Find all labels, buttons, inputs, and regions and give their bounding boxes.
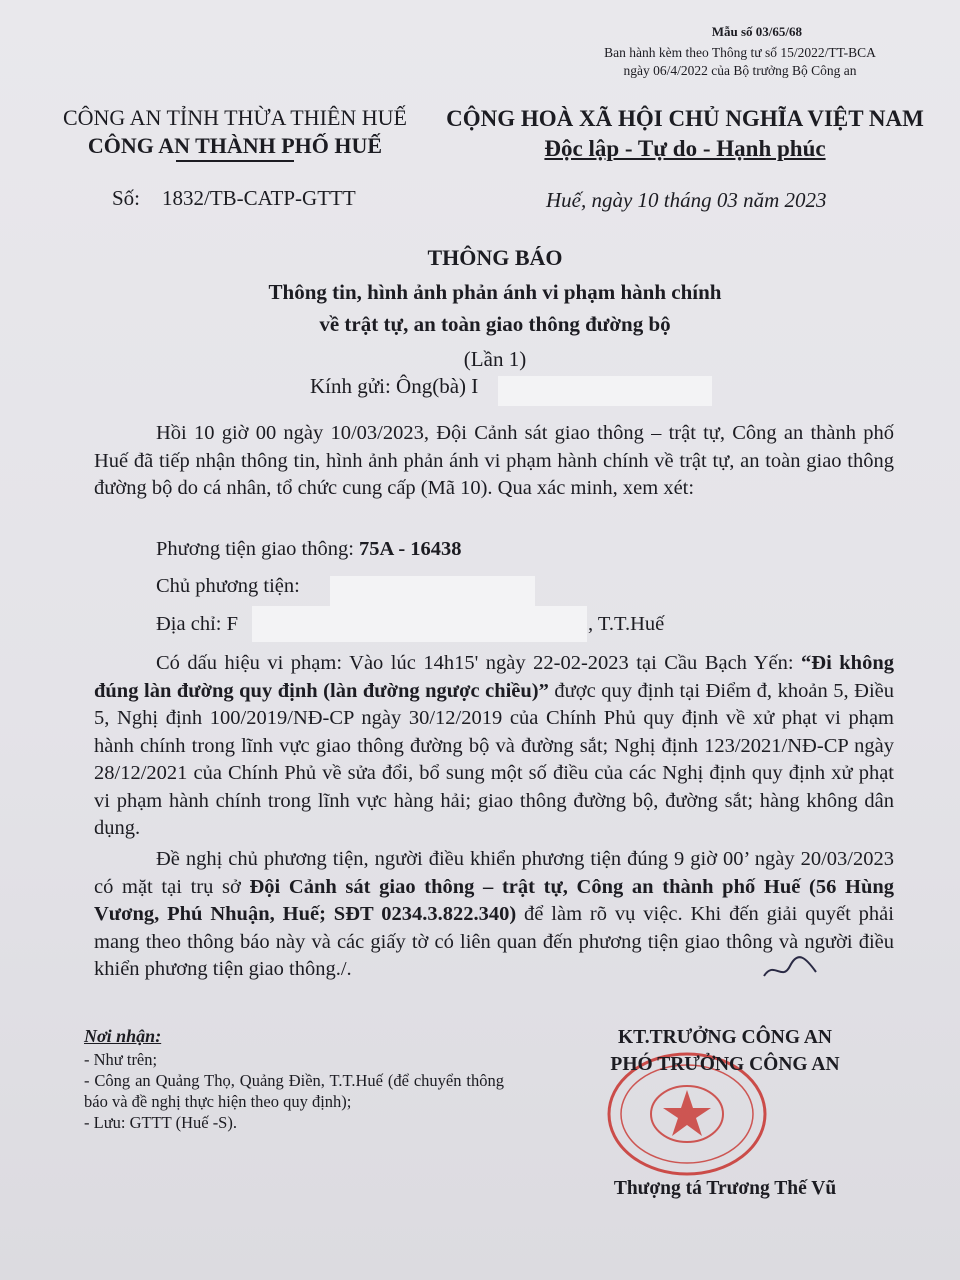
signer-name: Thượng tá Trương Thế Vũ — [613, 1178, 837, 1199]
document-title: THÔNG BÁO — [427, 245, 563, 270]
recipient-item: - Lưu: GTTT (Huế -S). — [84, 1113, 237, 1132]
form-reference-line1: Ban hành kèm theo Thông tư số 15/2022/TT-BCA — [604, 45, 876, 60]
recipient-item: - Như trên; — [84, 1050, 158, 1069]
intro-paragraph: Hồi 10 giờ 00 ngày 10/03/2023, Đội Cảnh sát giao thông – trật tự, Công an thành phố Huế đã tiếp nhận thông tin, hình ảnh phản ánh vi phạm hành chính về trật tự, an toàn giao thông đường bộ do cá nhân, tổ chức cung cấp (Mã 10). Qua xác minh, xem xét: — [94, 422, 894, 499]
redacted-address — [252, 606, 587, 642]
form-reference-line2: ngày 06/4/2022 của Bộ trưởng Bộ Công an — [623, 63, 857, 78]
issuing-agency — [40, 104, 430, 162]
recipient-item: - Công an Quảng Thọ, Quảng Điền, T.T.Huế (để chuyển thông báo và đề nghị thực hiện theo quy định); — [84, 1071, 504, 1111]
national-motto: Độc lập - Tự do - Hạnh phúc — [544, 136, 826, 161]
form-code: Mẫu số 03/65/68 — [711, 24, 802, 39]
signature-title-line1: KT.TRƯỞNG CÔNG AN — [618, 1027, 832, 1048]
violation-intro: Có dấu hiệu vi phạm: Vào lúc 14h15' ngày 22-02-2023 tại Cầu Bạch Yến: — [156, 652, 802, 674]
document-number-label: Số: — [112, 186, 141, 210]
vehicle-plate: 75A - 16438 — [359, 538, 462, 560]
handwritten-mark — [760, 954, 820, 984]
vehicle-line — [156, 538, 462, 561]
country-name: CỘNG HOÀ XÃ HỘI CHỦ NGHĨA VIỆT NAM — [446, 106, 924, 131]
form-reference — [560, 44, 920, 80]
signature-title-line2: PHÓ TRƯỞNG CÔNG AN — [610, 1054, 840, 1075]
notice-count: (Lần 1) — [463, 347, 527, 371]
request-instructions: để làm rõ vụ việc. Khi đến giải quyết phải mang theo thông báo này và các giấy tờ có liên quan đến phương tiện giao thông và người điều khiển phương tiện giao thông./. — [94, 903, 894, 980]
owner-label: Chủ phương tiện: — [156, 575, 300, 597]
recipients-block — [84, 1026, 504, 1133]
violation-description: “Đi không đúng làn đường quy định (làn đường ngược chiều)” — [94, 652, 894, 702]
violation-legal-basis: được quy định tại Điểm đ, khoản 5, Điều 5, Nghị định 100/2019/NĐ-CP ngày 30/12/2019 của Chính Phủ quy định về xử phạt vi phạm hành chính trong lĩnh vực giao thông đường bộ và đường sắt; Nghị định 123/2021/NĐ-CP ngày 28/12/2021 của Chính Phủ về sửa đổi, bổ sung một số điều của các Nghị định quy định xử phạt vi phạm hành chính trong lĩnh vực hàng hải; giao thông đường bộ, đường sắt; hàng không dân dụng. — [94, 679, 895, 839]
redacted-owner — [330, 576, 535, 606]
document-subtitle-line2: về trật tự, an toàn giao thông đường bộ — [319, 312, 671, 336]
request-location: Đội Cảnh sát giao thông – trật tự, Công an thành phố Huế (56 Hùng Vương, Phú Nhuận, Huế; SĐT 0234.3.822.340) — [94, 875, 895, 925]
agency-name: CÔNG AN THÀNH PHỐ HUẾ — [87, 133, 383, 158]
address-line — [156, 613, 238, 636]
request-intro: Đề nghị chủ phương tiện, người điều khiển phương tiện đúng 9 giờ 00’ ngày 20/03/2023 có mặt tại trụ sở — [94, 848, 894, 898]
owner-line — [156, 575, 300, 598]
agency-underline — [176, 160, 294, 162]
signature-block — [560, 1024, 890, 1078]
addressee: Kính gửi: Ông(bà) I — [310, 374, 479, 398]
document-subtitle-line1: Thông tin, hình ảnh phản ánh vi phạm hành chính — [268, 280, 722, 304]
document-number-value: 1832/TB-CATP-GTTT — [162, 186, 356, 210]
place-date: Huế, ngày 10 tháng 03 năm 2023 — [546, 188, 827, 212]
national-heading — [440, 104, 930, 164]
parent-agency: CÔNG AN TỈNH THỪA THIÊN HUẾ — [62, 105, 407, 130]
recipients-heading: Nơi nhận: — [84, 1026, 162, 1046]
vehicle-label: Phương tiện giao thông: — [156, 538, 360, 560]
document-number — [112, 186, 356, 211]
violation-paragraph — [94, 650, 894, 843]
address-label: Địa chỉ: F — [156, 613, 238, 635]
address-suffix: , T.T.Huế — [588, 613, 665, 635]
redacted-name — [498, 376, 712, 406]
